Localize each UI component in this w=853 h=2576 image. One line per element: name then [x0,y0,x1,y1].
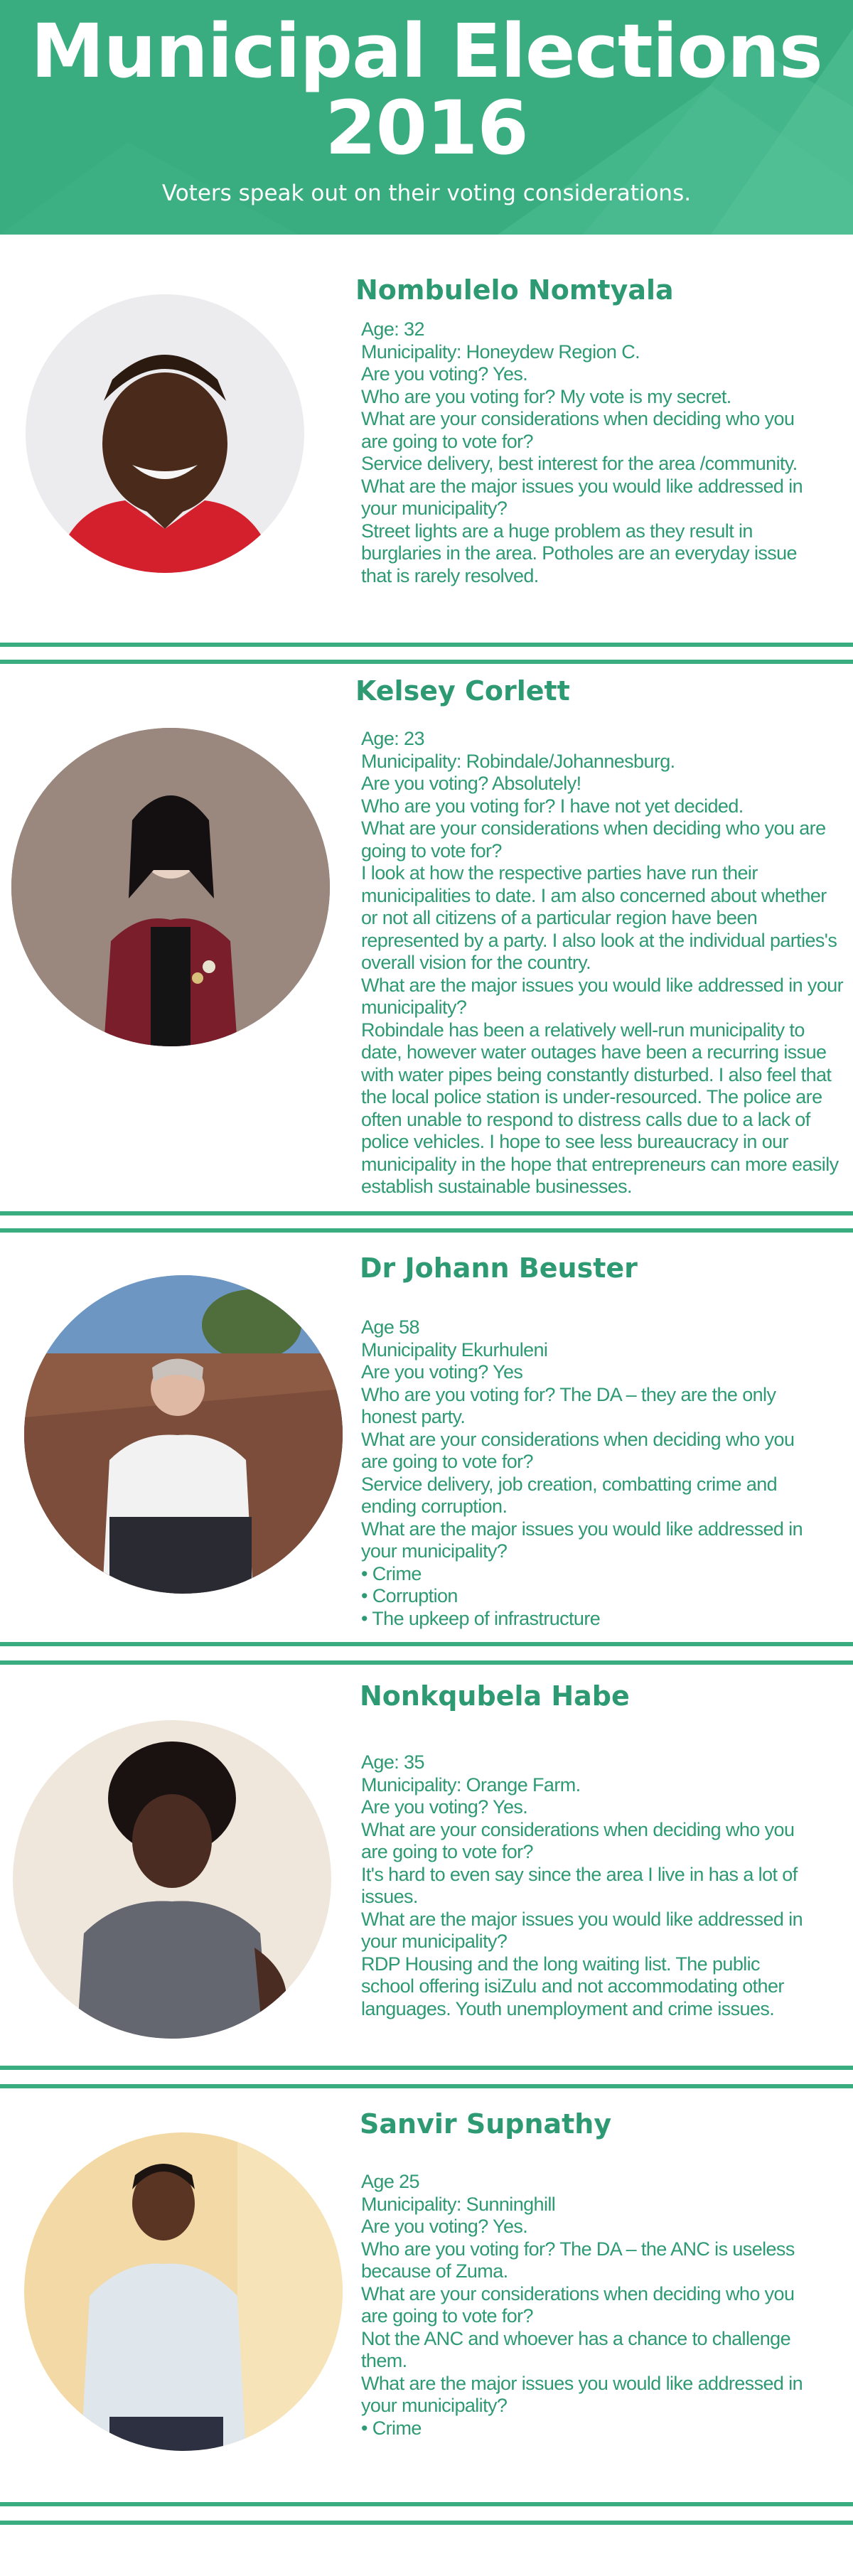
detail-line: What are your considerations when deciding who you are going to vote for? [361,408,795,452]
detail-line: Who are you voting for? The DA – they are the only honest party. [361,1383,776,1427]
detail-line: Are you voting? Yes [361,1361,523,1383]
section-divider [0,660,853,664]
detail-line: What are your considerations when deciding who you are going to vote for? [361,817,826,862]
detail-line: Municipality Ekurhuleni [361,1338,548,1361]
person-details [361,318,816,587]
detail-line: • The upkeep of infrastructure [361,1607,601,1629]
detail-line: Age: 23 [361,728,424,749]
section-divider [0,2066,853,2070]
detail-line: What are the major issues you would like addressed in your municipality? [361,1518,803,1562]
page-subtitle: Voters speak out on their voting considerations. [161,181,692,206]
section-divider [0,2521,853,2525]
person-details [361,728,844,1198]
person-details [361,1316,816,1630]
detail-line: Service delivery, job creation, combatting crime and ending corruption. [361,1473,778,1517]
detail-line: What are your considerations when deciding who you are going to vote for? [361,1818,795,1862]
detail-line: Municipality: Robindale/Johannesburg. [361,750,675,772]
detail-line: What are your considerations when deciding who you are going to vote for? [361,1428,795,1472]
section-divider [0,1642,853,1646]
section-divider [0,2084,853,2088]
person-name: Nonkqubela Habe [360,1680,630,1712]
person-details [361,2171,816,2440]
detail-line: Municipality: Honeydew Region C. [361,340,640,363]
person-name: Nombulelo Nomtyala [355,274,674,306]
section-divider [0,643,853,647]
portrait-photo-5 [24,2132,343,2451]
detail-line: Not the ANC and whoever has a chance to challenge them. [361,2327,791,2371]
detail-line: • Corruption [361,1585,458,1606]
detail-line: Who are you voting for? My vote is my secret. [361,385,731,407]
title-line-1: Municipal Elections [31,8,822,95]
portrait-photo-1 [26,294,304,573]
detail-line: I look at how the respective parties have run their municipalities to date. I am also concerned about whether or not all citizens of a particular region have been represented by a party. I also look at the individual parties's overall vision for the country. [361,862,837,973]
header-banner [0,0,853,235]
page-title [0,8,853,171]
person-name: Dr Johann Beuster [360,1252,638,1284]
detail-line: Service delivery, best interest for the area /community. [361,453,798,474]
portrait-photo-2 [11,728,330,1046]
detail-line: RDP Housing and the long waiting list. The public school offering isiZulu and not accommodating other languages. Youth unemployment and crime issues. [361,1953,784,2019]
detail-line: Age: 32 [361,318,424,340]
detail-line: What are the major issues you would like addressed in your municipality? [361,1908,803,1952]
detail-line: Who are you voting for? The DA – the ANC is useless because of Zuma. [361,2238,795,2282]
section-divider [0,2502,853,2506]
detail-line: It's hard to even say since the area I live in has a lot of issues. [361,1863,798,1907]
section-divider [0,1211,853,1215]
detail-line: • Crime [361,1562,422,1584]
detail-line: Are you voting? Absolutely! [361,773,581,794]
detail-line: What are the major issues you would like addressed in your municipality? [361,2372,803,2416]
detail-line: Robindale has been a relatively well-run municipality to date, however water outages have been a recurring issue with water pipes being constantly disturbed. I also feel that the local police station is under-resourced. The police are often unable to respond to distress calls due to a lack of police vehicles. I hope to see less bureaucracy in our municipality in the hope that entrepreneurs can more easily establish sustainable businesses. [361,1019,839,1197]
detail-line: Are you voting? Yes. [361,363,528,385]
section-divider [0,1660,853,1665]
person-name: Kelsey Corlett [355,675,570,707]
detail-line: What are the major issues you would like addressed in your municipality? [361,475,803,519]
detail-line: Municipality: Sunninghill [361,2193,556,2215]
person-details [361,1751,816,2020]
person-name: Sanvir Supnathy [360,2108,612,2140]
detail-line: Age: 35 [361,1751,424,1773]
section-divider [0,1228,853,1233]
portrait-photo-3 [24,1275,343,1594]
portrait-photo-4 [13,1720,331,2039]
detail-line: Who are you voting for? I have not yet decided. [361,795,744,817]
detail-line: What are your considerations when deciding who you are going to vote for? [361,2282,795,2327]
detail-line: Are you voting? Yes. [361,2216,528,2237]
detail-line: Age 25 [361,2171,419,2192]
detail-line: Street lights are a huge problem as they result in burglaries in the area. Potholes are an everyday issue that is rarely resolved. [361,520,797,586]
detail-line: What are the major issues you would like addressed in your municipality? [361,974,844,1018]
detail-line: Age 58 [361,1316,419,1338]
detail-line: Are you voting? Yes. [361,1796,528,1818]
title-line-2: 2016 [325,85,528,171]
detail-line: • Crime [361,2417,422,2439]
detail-line: Municipality: Orange Farm. [361,1773,581,1796]
